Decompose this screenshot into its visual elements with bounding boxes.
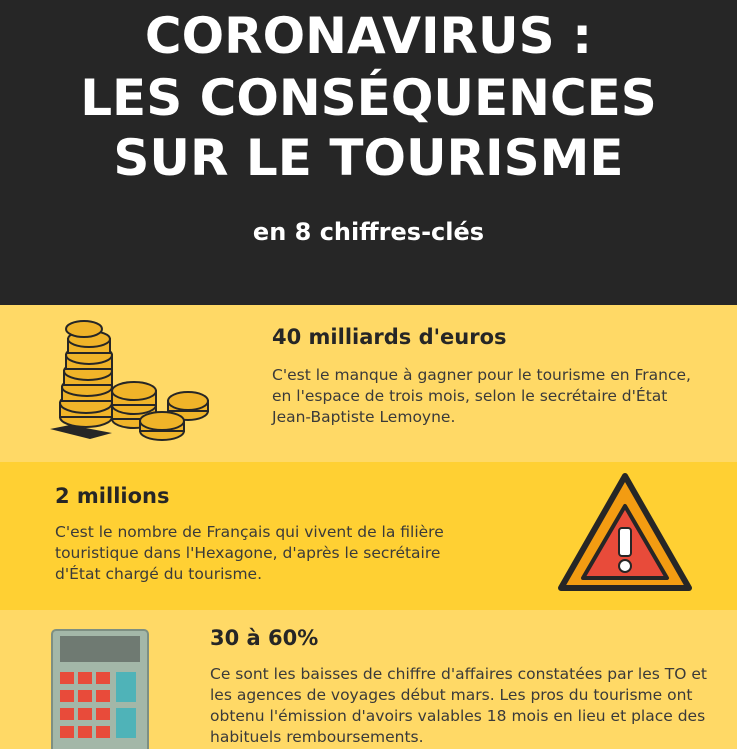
stat-text-2: C'est le nombre de Français qui vivent de la filière touristique dans l'Hexagone, d'après le secrétaire d'État chargé du tourisme.	[55, 523, 444, 583]
title-line-3: SUR LE TOURISME	[113, 129, 624, 187]
warning-icon	[555, 470, 695, 596]
stat-title-2: 2 millions	[55, 484, 170, 508]
stat-section-2	[0, 462, 737, 610]
title-line-1: CORONAVIRUS :	[144, 7, 593, 65]
header	[0, 0, 737, 305]
title-line-2: LES CONSÉQUENCES	[80, 69, 657, 127]
stat-text-1: C'est le manque à gagner pour le tourisme en France, en l'espace de trois mois, selon le secrétaire d'État Jean-Baptiste Lemoyne.	[272, 366, 691, 426]
stat-section-3	[0, 610, 737, 749]
calculator-icon	[50, 628, 150, 749]
stat-title-1: 40 milliards d'euros	[272, 325, 507, 349]
subtitle: en 8 chiffres-clés	[252, 218, 485, 246]
stat-section-1	[0, 305, 737, 462]
coins-icon	[50, 317, 210, 442]
stat-text-3: Ce sont les baisses de chiffre d'affaires constatées par les TO et les agences de voyages début mars. Les pros du tourisme ont obtenu l'émission d'avoirs valables 18 mois en lieu et place des habituels remboursements.	[210, 665, 707, 746]
stat-title-3: 30 à 60%	[210, 626, 319, 650]
